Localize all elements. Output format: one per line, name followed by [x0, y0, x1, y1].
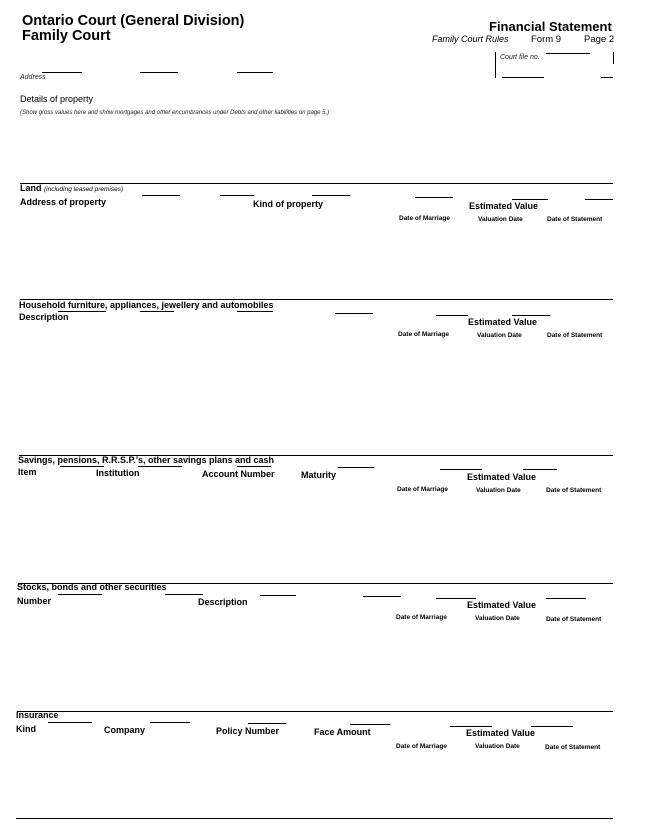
stocks-title: Stocks, bonds and other securities	[17, 582, 167, 592]
household-title: Household furniture, appliances, jewellery and automobiles	[19, 300, 274, 310]
household-line-c	[237, 311, 273, 312]
savings-line-f	[523, 469, 557, 470]
savings-line-a	[60, 466, 104, 467]
insurance-line-f	[531, 726, 573, 727]
court-file-box-right	[613, 52, 614, 64]
insurance-col-face: Face Amount	[314, 727, 371, 737]
land-line-a	[142, 195, 180, 196]
land-line-e	[512, 199, 548, 200]
household-date-statement: Date of Statement	[547, 332, 603, 339]
address-line-3	[237, 72, 273, 73]
insurance-line-a	[48, 722, 92, 723]
land-line-b	[220, 195, 254, 196]
land-date-statement: Date of Statement	[547, 216, 603, 223]
details-note: (Show gross values here and show mortgages and other encumbrances under Debts and other liabilities on page 5.)	[20, 110, 330, 116]
insurance-col-kind: Kind	[16, 724, 36, 734]
savings-estimated-value: Estimated Value	[467, 472, 537, 482]
household-line-d	[335, 313, 373, 314]
stocks-line-f	[546, 598, 586, 599]
court-file-line-2	[502, 77, 544, 78]
court-file-label: Court file no.	[500, 54, 540, 61]
insurance-line-e	[450, 726, 492, 727]
insurance-title: Insurance	[16, 710, 59, 720]
land-note: (including leased premises)	[44, 186, 124, 193]
insurance-valuation-date: Valuation Date	[475, 743, 520, 750]
household-line-b	[140, 311, 174, 312]
bottom-rule	[16, 818, 613, 819]
savings-date-marriage: Date of Marriage	[397, 486, 448, 493]
household-line-f	[512, 315, 550, 316]
stocks-line-a	[58, 594, 102, 595]
land-col-address: Address of property	[20, 197, 107, 207]
savings-line-b	[138, 466, 182, 467]
land-date-marriage: Date of Marriage	[399, 215, 450, 222]
stocks-date-statement: Date of Statement	[546, 616, 602, 623]
savings-line-e	[440, 469, 482, 470]
stocks-col-description: Description	[198, 597, 248, 607]
court-file-line	[546, 53, 590, 54]
insurance-col-policy: Policy Number	[216, 726, 280, 736]
land-valuation-date: Valuation Date	[478, 216, 523, 223]
court-name: Ontario Court (General Division)	[22, 13, 245, 29]
insurance-line-c	[248, 723, 286, 724]
insurance-date-statement: Date of Statement	[545, 744, 601, 751]
household-col-description: Description	[19, 312, 69, 322]
land-line-f	[585, 199, 613, 200]
form-title: Financial Statement	[489, 19, 612, 34]
form-number: Form 9	[531, 34, 562, 45]
savings-line-d	[338, 467, 374, 468]
rules-label: Family Court Rules	[432, 34, 509, 44]
court-branch: Family Court	[22, 28, 111, 44]
savings-title: Savings, pensions, R.R.S.P.'s, other savings plans and cash	[18, 455, 275, 465]
stocks-estimated-value: Estimated Value	[467, 600, 537, 610]
savings-line-c	[237, 466, 271, 467]
address-line-1	[42, 72, 82, 73]
stocks-date-marriage: Date of Marriage	[396, 614, 447, 621]
land-col-kind: Kind of property	[253, 199, 323, 209]
court-file-line-3	[601, 77, 613, 78]
insurance-date-marriage: Date of Marriage	[396, 743, 447, 750]
address-label: Address	[20, 74, 46, 81]
details-title: Details of property	[20, 94, 94, 104]
household-estimated-value: Estimated Value	[468, 317, 538, 327]
insurance-rule	[17, 711, 613, 712]
stocks-col-number: Number	[17, 596, 52, 606]
stocks-line-c	[260, 595, 296, 596]
land-estimated-value: Estimated Value	[469, 201, 539, 211]
address-line-2	[140, 72, 178, 73]
insurance-line-b	[150, 722, 190, 723]
land-title: Land (including leased premises)	[20, 183, 124, 193]
household-date-marriage: Date of Marriage	[398, 331, 449, 338]
stocks-line-e	[436, 598, 476, 599]
stocks-valuation-date: Valuation Date	[475, 615, 520, 622]
savings-col-maturity: Maturity	[301, 470, 337, 480]
court-file-box-left	[495, 52, 496, 78]
household-line-e	[436, 315, 468, 316]
stocks-line-b	[165, 594, 203, 595]
savings-col-account: Account Number	[202, 469, 275, 479]
insurance-estimated-value: Estimated Value	[466, 728, 536, 738]
insurance-col-company: Company	[104, 725, 146, 735]
savings-date-statement: Date of Statement	[546, 487, 602, 494]
savings-col-item: Item	[18, 467, 37, 477]
land-line-d	[415, 197, 453, 198]
insurance-line-d	[350, 724, 390, 725]
stocks-line-d	[363, 596, 401, 597]
page-number: Page 2	[584, 34, 615, 45]
savings-col-institution: Institution	[96, 468, 140, 478]
land-line-c	[312, 195, 350, 196]
household-valuation-date: Valuation Date	[477, 332, 522, 339]
savings-valuation-date: Valuation Date	[476, 487, 521, 494]
